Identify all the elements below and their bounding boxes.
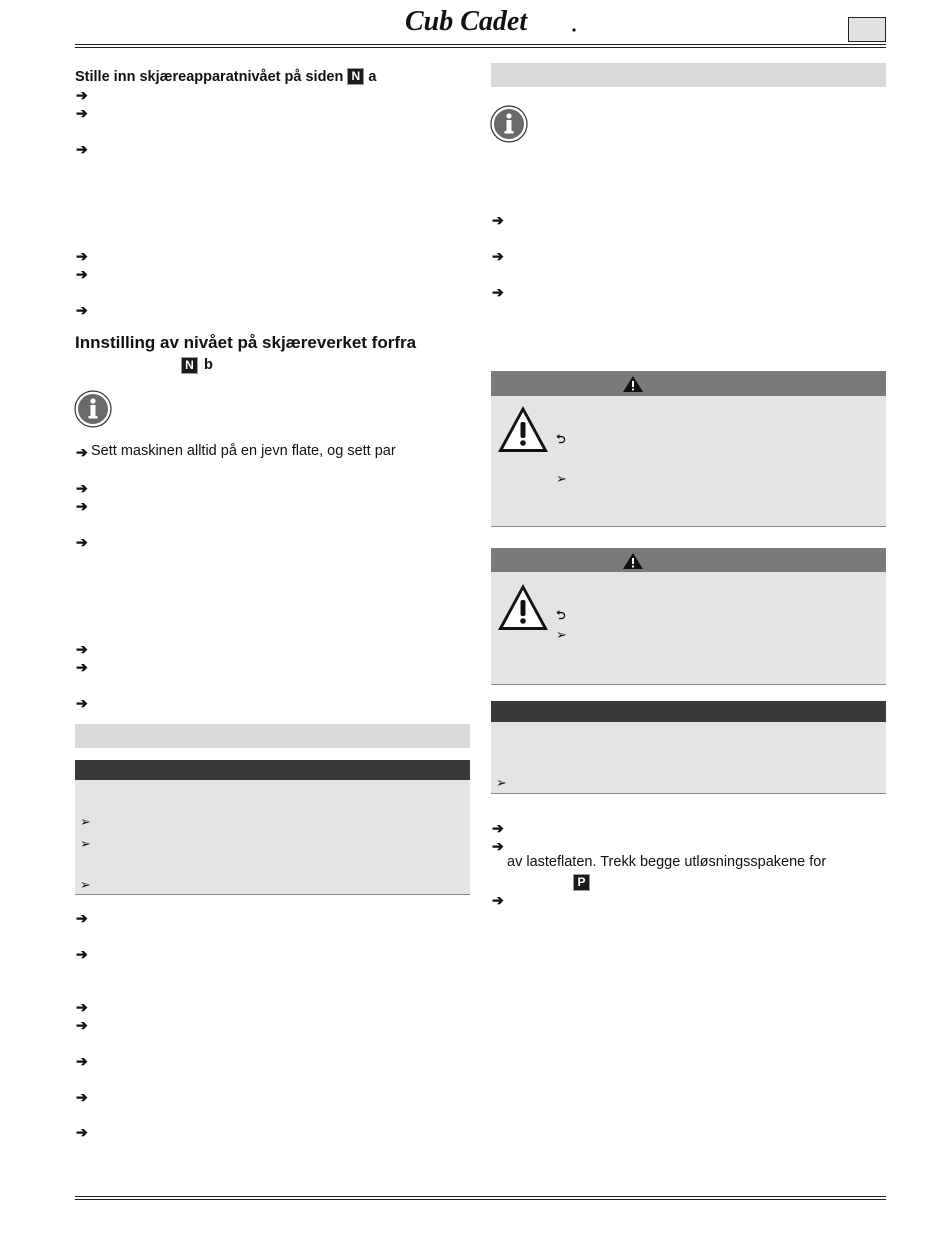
header-rule-top <box>75 44 886 45</box>
bullet-arrow-icon: ➔ <box>492 284 504 300</box>
bullet-arrow-icon: ➔ <box>76 910 88 926</box>
bullet-arrow-icon: ➔ <box>492 892 504 908</box>
bullet-arrow-icon: ➔ <box>76 1124 88 1140</box>
footer-rule-top <box>75 1196 886 1197</box>
notice-panel <box>491 722 886 794</box>
triangle-bullet-icon: ➢ <box>80 836 91 851</box>
triangle-bullet-icon: ➢ <box>556 627 567 642</box>
warning-triangle-icon <box>622 375 644 393</box>
bullet-arrow-icon: ➔ <box>76 266 88 282</box>
warning-triangle-icon <box>496 582 550 632</box>
bullet-arrow-icon: ➔ <box>76 480 88 496</box>
header-rule-bottom <box>75 47 886 48</box>
bullet-arrow-icon: ➔ <box>76 999 88 1015</box>
footer-rule-bottom <box>75 1199 886 1200</box>
heading-text: Stille inn skjæreapparatnivået på siden <box>75 69 344 85</box>
warning-header-bar <box>491 371 886 396</box>
bullet-arrow-icon: ➔ <box>76 659 88 675</box>
bullet-arrow-icon: ➔ <box>76 946 88 962</box>
refresh-bullet-icon: ⮌ <box>556 432 566 446</box>
triangle-bullet-icon: ➢ <box>556 471 567 486</box>
warning-header-bar <box>491 548 886 572</box>
figure-badge: P <box>573 874 590 891</box>
page-number-box <box>848 17 886 42</box>
bullet-arrow-icon: ➔ <box>76 1053 88 1069</box>
bullet-arrow-icon: ➔ <box>76 695 88 711</box>
bullet-arrow-icon: ➔ <box>492 838 504 854</box>
section-heading-front-level: Innstilling av nivået på skjæreverket forfra <box>75 333 417 352</box>
bullet-arrow-icon: ➔ <box>76 87 88 103</box>
cub-cadet-logo <box>403 4 579 38</box>
section-heading-side-level <box>75 68 376 85</box>
notice-header-bar <box>75 760 470 780</box>
notice-panel <box>75 780 470 895</box>
bullet-arrow-icon: ➔ <box>76 498 88 514</box>
warning-triangle-icon <box>496 404 550 454</box>
bullet-arrow-icon: ➔ <box>76 302 88 318</box>
section-bar <box>491 63 886 87</box>
bullet-arrow-icon: ➔ <box>76 534 88 550</box>
bullet-arrow-icon: ➔ <box>76 1017 88 1033</box>
triangle-bullet-icon: ➢ <box>80 877 91 892</box>
info-icon <box>490 105 528 143</box>
bullet-arrow-icon: ➔ <box>492 248 504 264</box>
bullet-arrow-icon: ➔ <box>76 641 88 657</box>
bullet-arrow-icon: ➔ <box>76 248 88 264</box>
info-icon <box>74 390 112 428</box>
figure-badge: N <box>347 68 364 85</box>
bullet-arrow-icon: ➔ <box>76 1089 88 1105</box>
refresh-bullet-icon: ⮌ <box>556 608 566 622</box>
bullet-arrow-icon: ➔ <box>492 820 504 836</box>
warning-triangle-icon <box>622 552 644 570</box>
note-text: Sett maskinen alltid på en jevn flate, og sett par <box>91 443 396 459</box>
notice-header-bar <box>491 701 886 722</box>
warning-panel <box>491 572 886 685</box>
triangle-bullet-icon: ➢ <box>80 814 91 829</box>
figure-suffix: a <box>368 69 377 85</box>
section-bar <box>75 724 470 748</box>
figure-suffix: b <box>204 357 213 373</box>
bullet-arrow-icon: ➔ <box>492 212 504 228</box>
bullet-arrow-icon: ➔ <box>76 105 88 121</box>
logo-text: Cub Cadet <box>405 6 528 37</box>
warning-panel <box>491 396 886 527</box>
bullet-arrow-icon: ➔ <box>76 141 88 157</box>
figure-badge: N <box>181 357 198 374</box>
instruction-text: av lasteflaten. Trekk begge utløsningsspakene for <box>507 854 827 870</box>
triangle-bullet-icon: ➢ <box>496 775 507 790</box>
bullet-arrow-icon: ➔ <box>76 444 88 460</box>
